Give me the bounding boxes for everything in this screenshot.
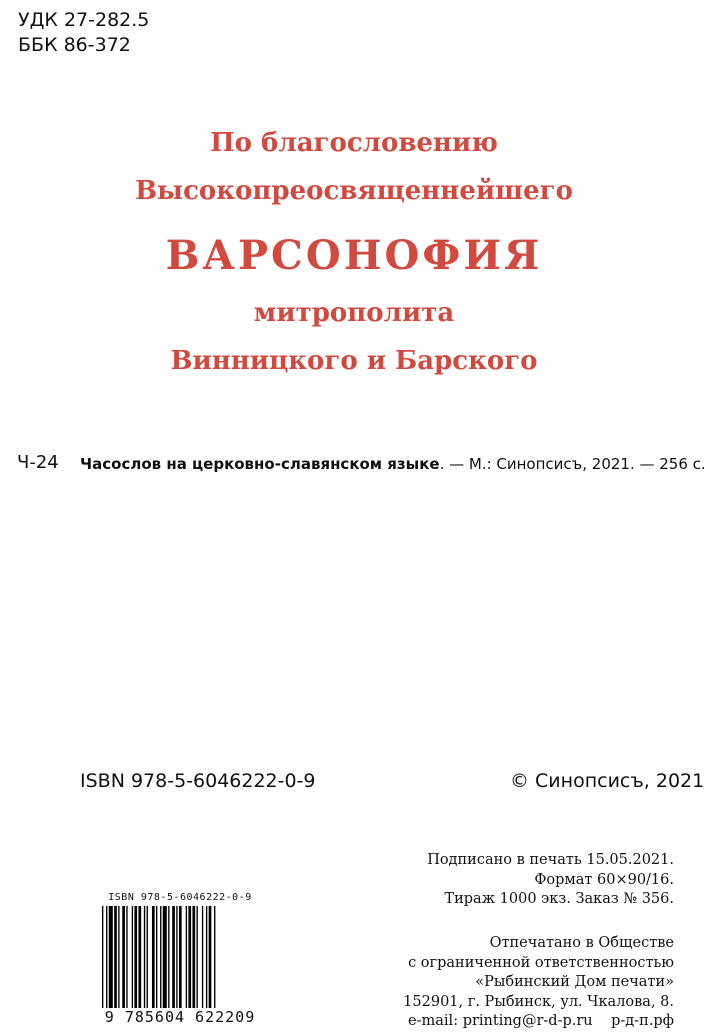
copyright: © Синопсисъ, 2021 [510, 770, 705, 792]
isbn-barcode [100, 892, 260, 1032]
barcode-bar [188, 906, 191, 1018]
barcode-bar [126, 906, 127, 1018]
barcode-bar [132, 906, 133, 1018]
barcode-bar [138, 906, 141, 1018]
barcode-bar [209, 906, 212, 1018]
author-mark: Ч-24 [17, 452, 59, 473]
barcode-bar [214, 906, 215, 1018]
signed-date: Подписано в печать 15.05.2021. [427, 852, 674, 868]
udk-code: УДК 27-282.5 [18, 9, 150, 31]
barcode-bar [156, 906, 157, 1018]
barcode-bar [186, 906, 187, 1018]
barcode-digits: 9 785604 622209 [100, 1008, 260, 1026]
publication-details: . — М.: Синопсисъ, 2021. — 256 с. [439, 455, 706, 473]
barcode-bar [192, 906, 195, 1018]
barcode-bar [134, 906, 137, 1018]
blessing-line-1: По благословению [210, 128, 498, 158]
book-title: Часослов на церковно-славянском языке [80, 455, 440, 473]
barcode-bar [152, 906, 155, 1018]
blessing-line-4: митрополита [253, 298, 455, 328]
bbk-code: ББК 86-372 [18, 34, 131, 56]
printer-line-1: Отпечатано в Обществе [489, 935, 674, 951]
barcode-bar [197, 906, 198, 1018]
paper-format: Формат 60×90/16. [534, 871, 674, 888]
printer-line-2: с ограниченной ответственностью [408, 954, 674, 971]
barcode-bar [172, 906, 175, 1018]
isbn: ISBN 978-5-6046222-0-9 [80, 770, 316, 792]
barcode-bar [109, 906, 113, 1018]
blessing-name: ВАРСОНОФИЯ [165, 232, 543, 279]
imprint-print-info [374, 851, 674, 910]
barcode-bar [118, 906, 119, 1018]
barcode-bar [202, 906, 203, 1018]
barcode-bar [168, 906, 169, 1018]
blessing-line-2: Высокопреосвященнейшего [135, 176, 573, 206]
barcode-bar [147, 906, 148, 1018]
printer-name: «Рыбинский Дом печати» [475, 974, 674, 990]
bibliographic-record [80, 455, 706, 473]
imprint-printer [374, 934, 674, 1032]
barcode-bar [106, 906, 107, 1018]
barcode-bar [176, 906, 177, 1018]
barcode-isbn-text: ISBN 978-5-6046222-0-9 [108, 892, 252, 903]
barcode-bar [179, 906, 182, 1018]
classification-codes [18, 8, 149, 58]
barcode-bar [160, 906, 161, 1018]
blessing-line-5: Винницкого и Барского [170, 346, 538, 376]
barcode-bar [122, 906, 125, 1018]
barcode-bar [102, 906, 103, 1018]
barcode-bar [144, 906, 145, 1018]
printer-address: 152901, г. Рыбинск, ул. Чкалова, 8. [403, 993, 674, 1010]
barcode-bar [114, 906, 117, 1018]
print-run: Тираж 1000 экз. Заказ № 356. [444, 891, 674, 907]
printer-contact: e-mail: printing@r-d-p.ru р-д-п.рф [408, 1013, 674, 1029]
barcode-bar [163, 906, 167, 1018]
barcode-bar [206, 906, 207, 1018]
